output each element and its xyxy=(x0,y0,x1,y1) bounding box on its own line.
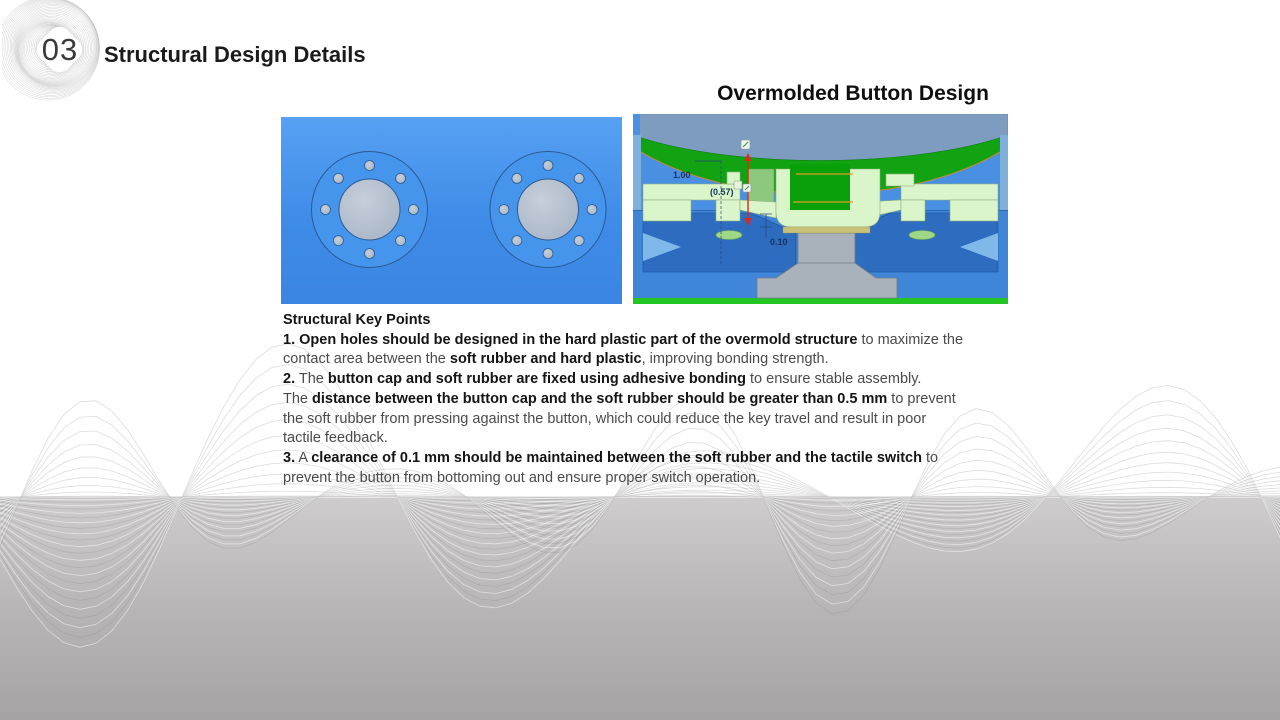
key-point-text: 1. Open holes should be designed in the hard plastic part of the overmold structure xyxy=(283,331,858,348)
key-point-text: clearance of 0.1 mm should be maintained between the soft rubber and the tactile switch xyxy=(311,449,922,466)
chapter-number: 03 xyxy=(41,32,79,67)
adhesive-tan-strip xyxy=(783,227,870,233)
key-point-line xyxy=(283,370,1028,390)
key-point-text: to ensure stable assembly. xyxy=(746,371,922,388)
key-point-line xyxy=(283,410,1028,430)
key-points-heading: Structural Key Points xyxy=(283,312,431,328)
key-point-line xyxy=(283,449,1028,469)
button-stem-green-top xyxy=(790,164,850,210)
key-point-text: distance between the button cap and the soft rubber should be greater than 0.5 mm xyxy=(312,390,888,407)
key-point-text: soft rubber and hard plastic xyxy=(449,351,642,368)
key-point-text: contact area between the xyxy=(283,351,450,368)
chapter-logo xyxy=(0,0,112,108)
bottom-green-strip xyxy=(633,298,1008,304)
flange-left xyxy=(312,152,428,268)
key-point-text: to maximize the xyxy=(857,331,964,348)
right-edge-column xyxy=(1000,135,1008,210)
key-point-text: , improving bonding strength. xyxy=(641,351,829,368)
dim-label-gap: (0.57) xyxy=(710,187,734,197)
key-point-text: to prevent xyxy=(887,390,956,407)
key-point-text: button cap and soft rubber are fixed using adhesive bonding xyxy=(327,371,746,388)
key-point-line xyxy=(283,331,1028,351)
key-point-text: 3. xyxy=(283,449,296,466)
left-edge-column xyxy=(633,135,641,210)
key-point-text: prevent the button from bottoming out and ensure proper switch operation. xyxy=(283,469,761,486)
top-left-blue-chip xyxy=(633,114,640,135)
flange-drawing xyxy=(281,117,622,304)
cross-section-drawing xyxy=(633,114,1008,304)
key-point-text: The xyxy=(283,390,313,407)
key-point-line xyxy=(283,350,1028,370)
key-point-line xyxy=(283,469,1028,489)
section-subtitle: Overmolded Button Design xyxy=(717,82,989,105)
dim-label-total-height: 1.00 xyxy=(673,170,691,180)
key-point-text: to xyxy=(921,449,939,466)
cad-image-button-cross-section xyxy=(633,114,1008,304)
key-point-line xyxy=(283,390,1028,410)
cad-image-flange-top-view xyxy=(281,117,622,304)
flange-right xyxy=(490,152,606,268)
dim-label-clearance: 0.10 xyxy=(770,237,788,247)
key-point-line xyxy=(283,429,1028,449)
key-point-text: A xyxy=(295,449,312,466)
key-point-text: the soft rubber from pressing against the button, which could reduce the key travel and result in poor xyxy=(283,410,927,427)
key-points-block xyxy=(283,311,1028,488)
key-point-text: The xyxy=(295,371,328,388)
page-title: Structural Design Details xyxy=(104,42,366,67)
key-point-text: 2. xyxy=(283,371,296,388)
key-points-lines xyxy=(283,331,1028,489)
key-point-text: tactile feedback. xyxy=(283,430,388,447)
